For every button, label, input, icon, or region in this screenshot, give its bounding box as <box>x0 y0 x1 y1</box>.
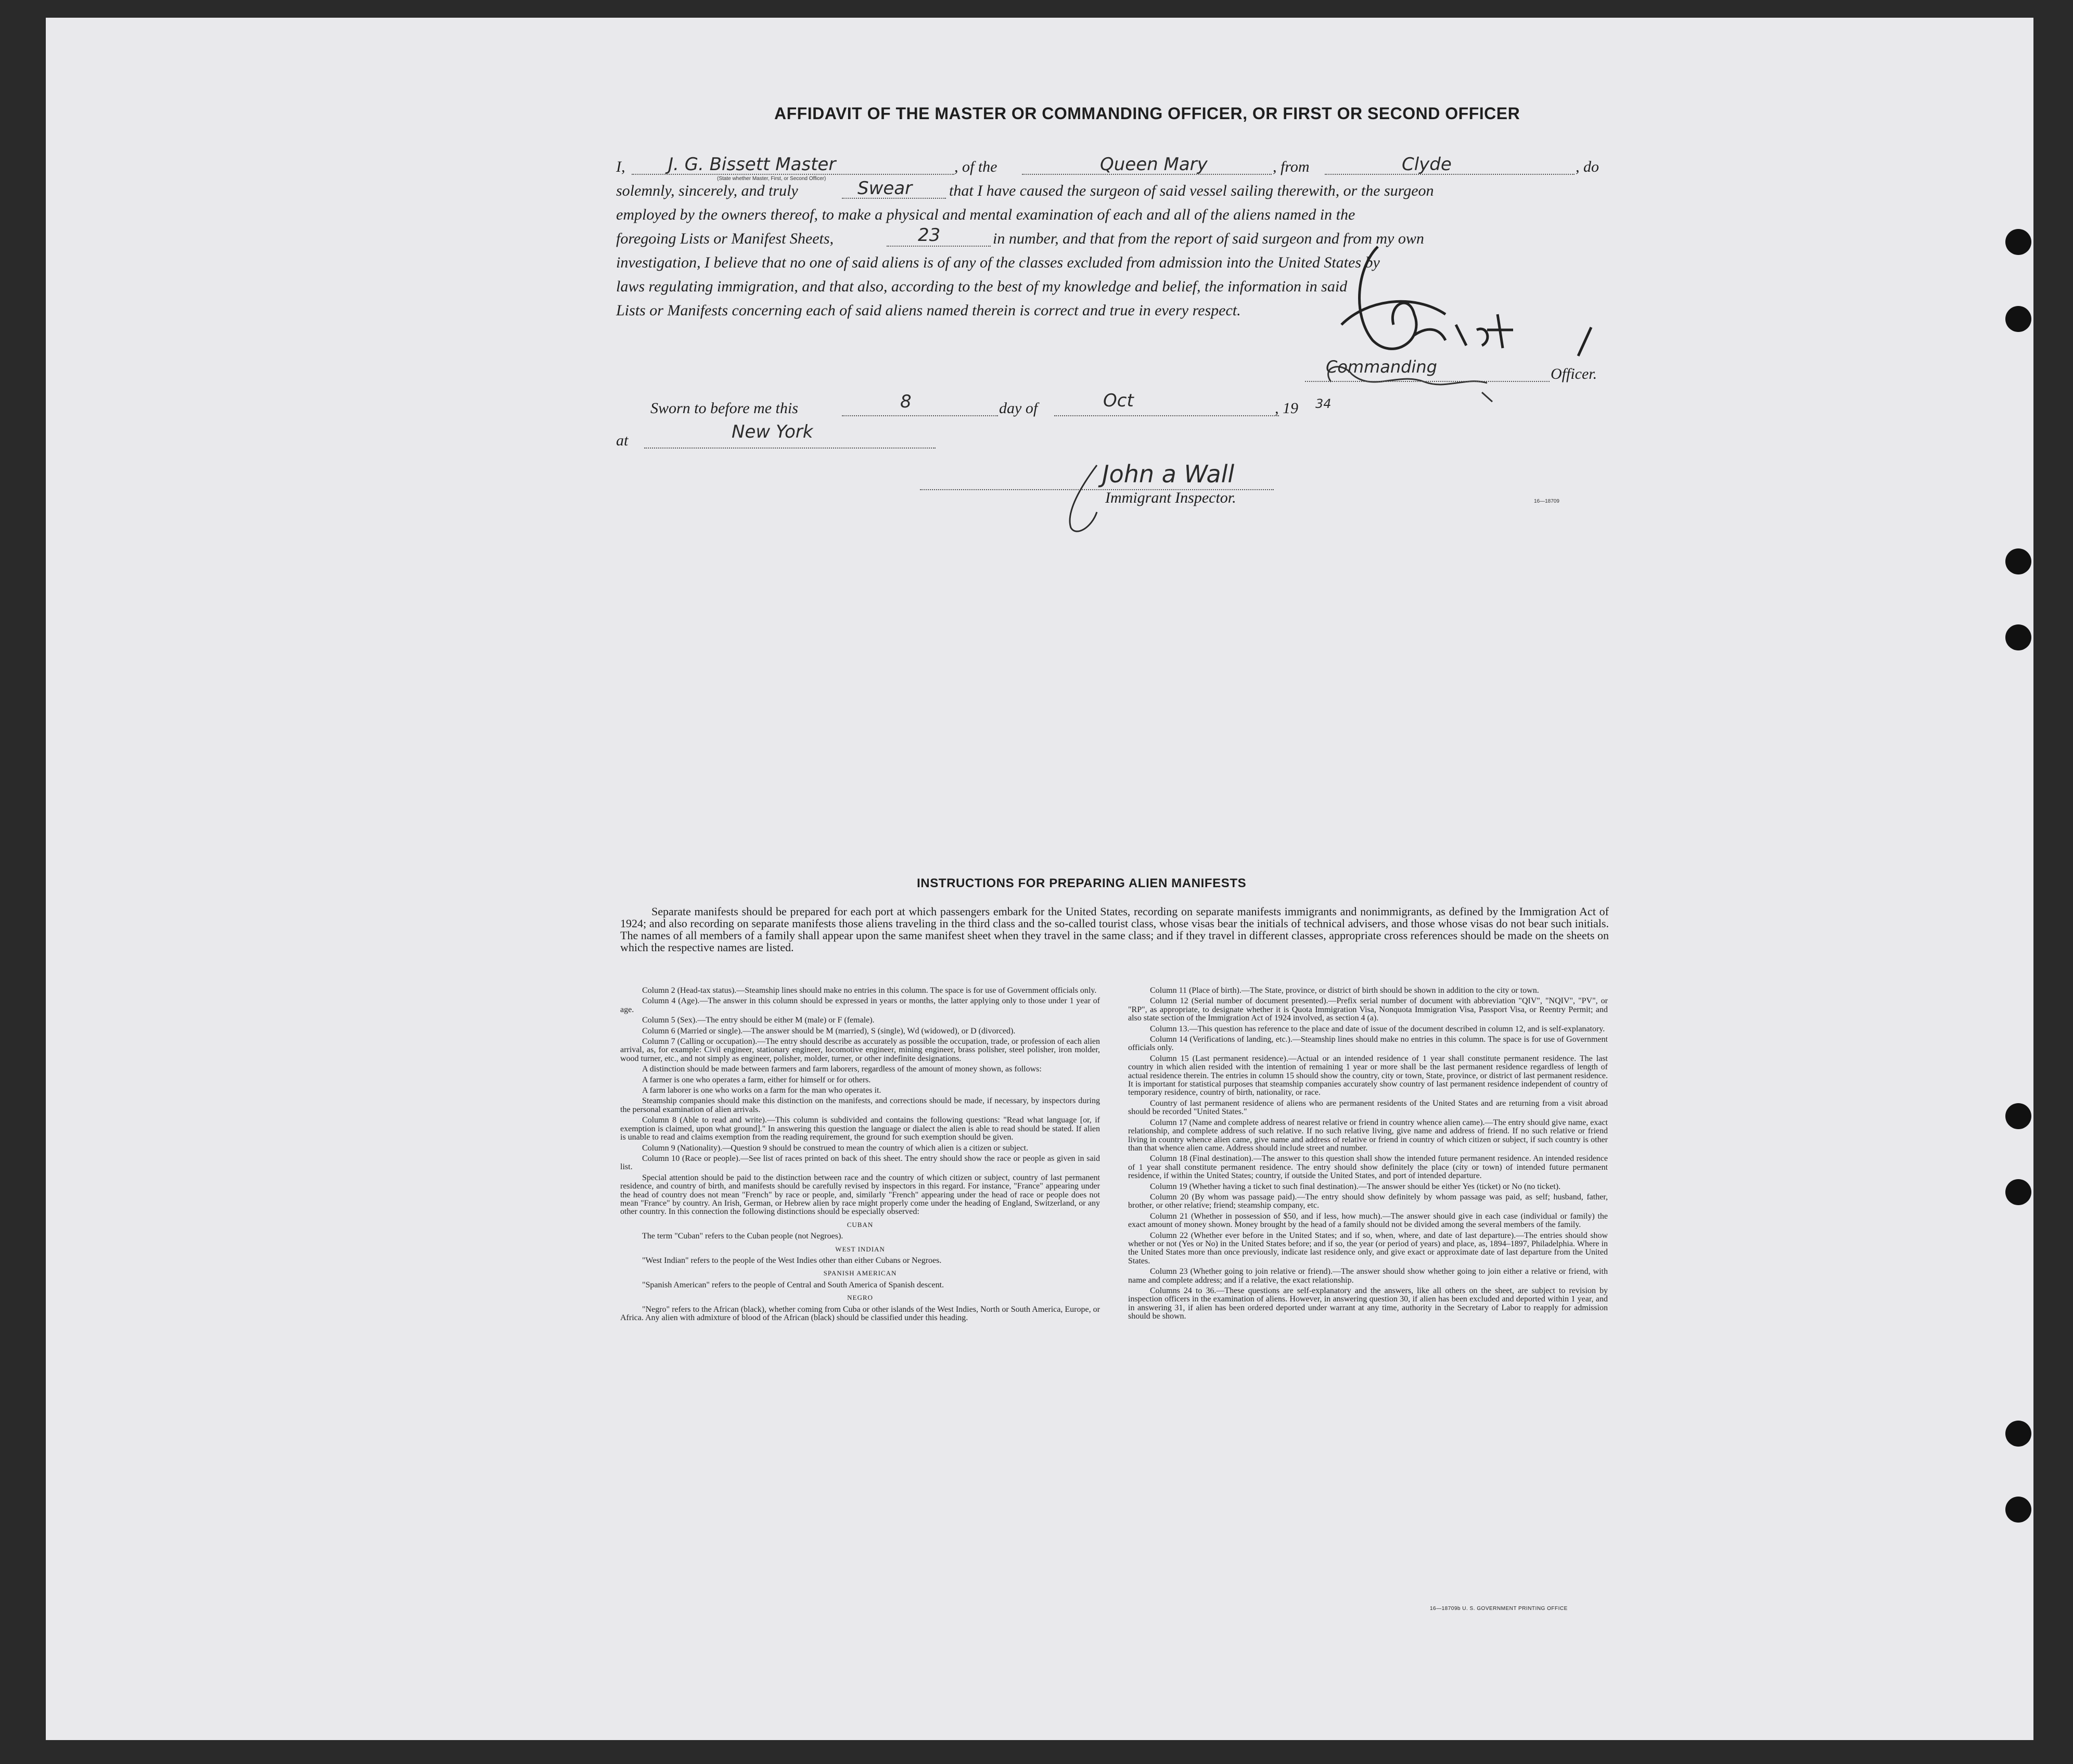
handwritten-count: 23 <box>918 225 941 246</box>
instruction-paragraph: Columns 24 to 36.—These questions are self-explanatory and the answers, like all others on the sheet, are subject to revision by inspection officers in the examination of aliens. However, in answering question 30, if alien has been excluded and deported within 1 year, and in answering 31, if alien has been ordered deported under warrant at any time, authority in the Secretary of Labor to reapply for admission should be shown. <box>1128 1286 1608 1321</box>
aff-line4-b: in number, and that from the report of said surgeon and from my own <box>993 230 1424 247</box>
manifest-sheet <box>46 18 2033 1740</box>
instruction-paragraph: Country of last permanent residence of aliens who are permanent residents of the United States and are returning from a visit abroad should be recorded "United States." <box>1128 1098 1608 1117</box>
instruction-paragraph: A farmer is one who operates a farm, either for himself or for others. <box>642 1075 871 1084</box>
sworn-b: day of <box>999 400 1038 417</box>
binder-hole <box>2005 306 2031 332</box>
instruction-paragraph: A farm laborer is one who works on a farm for the man who operates it. <box>642 1086 881 1095</box>
instructions-right-column <box>1128 987 1608 1323</box>
inspector-label: Immigrant Inspector. <box>1105 489 1236 506</box>
handwritten-place: New York <box>732 421 813 442</box>
aff-line1-c: , from <box>1273 158 1310 175</box>
aff-line2-a: solemnly, sincerely, and truly <box>616 182 798 199</box>
aff-line4-a: foregoing Lists or Manifest Sheets, <box>616 230 834 247</box>
instruction-paragraph: "Negro" refers to the African (black), whether coming from Cuba or other islands of the West Indies, North or South America, Europe, or Africa. Any alien with admixture of blood of the African (black) should be classified under this heading. <box>620 1305 1100 1322</box>
instruction-paragraph: Column 23 (Whether going to join relative or friend).—The answer should show whether going to join either a relative or friend, with name and complete address; and if a relative, the exact relationship. <box>1128 1267 1608 1285</box>
dotted-rule <box>1054 415 1279 416</box>
handwritten-day: 8 <box>900 391 912 412</box>
instruction-paragraph: Column 14 (Verifications of landing, etc.).—Steamship lines should make no entries in this column. The space is for use of Government officials only. <box>1128 1035 1608 1053</box>
at-label: at <box>616 432 629 449</box>
handwritten-oath: Swear <box>858 178 913 199</box>
aff-line6: laws regulating immigration, and that also, according to the best of my knowledge and belief, the information in said <box>616 278 1348 295</box>
binder-hole <box>2005 229 2031 255</box>
instruction-paragraph: Column 7 (Calling or occupation).—The entry should describe as accurately as possible the occupation, trade, or profession of each alien arrival, as, for example: Civil engineer, stationary engineer, locomotive engineer, mining engineer, brass polisher, steel polisher, iron molder, wood turner, etc., and not simply as engineer, polisher, molder, turner, or other indefinite designations. <box>620 1037 1100 1063</box>
instruction-paragraph: Column 18 (Final destination).—The answer to this question shall show the intended future permanent residence. An intended residence of 1 year shall constitute permanent residence. The entry should show definitely the place (city or town) of intended future permanent residence, if within the United States; country, if outside the United States, and port of intended departure. <box>1128 1154 1608 1181</box>
instruction-paragraph: Special attention should be paid to the distinction between race and the country of which citizen or subject, country of last permanent residence, and country of birth, and manifests should be carefully revised by inspectors in this regard. For instance, "France" appearing under the head of country does not mean "French" by race or people, and, similarly "French" appearing under the head of race or people does not mean "France" by country. An Irish, German, or Hebrew alien by race might properly come under the heading of England, Switzerland, or any other country. In this connection the following distinctions should be especially observed: <box>620 1173 1100 1217</box>
binder-hole <box>2005 624 2031 650</box>
instructions-title: INSTRUCTIONS FOR PREPARING ALIEN MANIFESTS <box>917 876 1247 890</box>
handwritten-vessel: Queen Mary <box>1100 154 1208 175</box>
dotted-rule <box>842 415 998 416</box>
instruction-paragraph: Column 4 (Age).—The answer in this column should be expressed in years or months, the latter applying only to those under 1 year of age. <box>620 996 1100 1014</box>
instructions-intro: Separate manifests should be prepared for each port at which passengers embark for the United States, recording on separate manifests immigrants and nonimmigrants, as defined by the Immigration Act of 1924; and also recording on separate manifests those aliens traveling in the third class and the so-called tourist class, whose visas bear the initials of technical advisers, and those whose visas do not bear such initials. The names of all members of a family shall appear upon the same manifest sheet when they travel in the same class; and if they travel in different classes, appropriate cross references should be made on the sheets on which the respective names are listed. <box>620 905 1609 954</box>
affidavit-title: AFFIDAVIT OF THE MASTER OR COMMANDING OFFICER, OR FIRST OR SECOND OFFICER <box>774 104 1520 123</box>
handwritten-port: Clyde <box>1402 154 1452 175</box>
aff-line3: employed by the owners thereof, to make a physical and mental examination of each and all of the aliens named in the <box>616 206 1355 223</box>
heading-cuban: CUBAN <box>847 1220 874 1229</box>
heading-spanish-american: SPANISH AMERICAN <box>823 1269 897 1277</box>
aff-line1-a: I, <box>616 158 625 175</box>
binder-hole <box>2005 1421 2031 1447</box>
officer-label: Officer. <box>1551 365 1597 382</box>
binder-hole <box>2005 1497 2031 1523</box>
instruction-paragraph: Column 20 (By whom was passage paid).—The entry should show definitely by whom passage was paid, as self; husband, father, brother, or other relative; friend; steamship company, etc. <box>1128 1192 1608 1210</box>
handwritten-rank: Commanding <box>1326 357 1437 377</box>
aff-line5: investigation, I believe that no one of said aliens is of any of the classes excluded from admission into the United States by <box>616 254 1380 271</box>
instruction-paragraph: "West Indian" refers to the people of the West Indies other than either Cubans or Negroes. <box>642 1256 942 1265</box>
binder-hole <box>2005 1103 2031 1129</box>
aff-line2-b: that I have caused the surgeon of said vessel sailing therewith, or the surgeon <box>949 182 1434 199</box>
aff-line1-d: , do <box>1576 158 1599 175</box>
form-number: 16—18709 <box>1534 498 1559 504</box>
dotted-rule <box>1305 381 1550 382</box>
instruction-paragraph: Column 13.—This question has reference to the place and date of issue of the document described in column 12, and is self-explanatory. <box>1150 1024 1605 1033</box>
instruction-paragraph: Column 21 (Whether in possession of $50, and if less, how much).—The answer should give in each case (individual or family) the exact amount of money shown. Money brought by the head of a family should not be divided among the several members of the family. <box>1128 1211 1608 1230</box>
instruction-paragraph: Column 9 (Nationality).—Question 9 should be construed to mean the country of which alien is a citizen or subject. <box>642 1143 1029 1153</box>
heading-west-indian: WEST INDIAN <box>835 1245 885 1253</box>
aff-line1-b: , of the <box>954 158 997 175</box>
sworn-c: , 19 <box>1275 400 1298 417</box>
instructions-left-column <box>620 987 1100 1324</box>
instruction-paragraph: Column 6 (Married or single).—The answer should be M (married), S (single), Wd (widowed), or D (divorced). <box>642 1026 1016 1036</box>
aff-line7: Lists or Manifests concerning each of said aliens named therein is correct and true in every respect. <box>616 302 1241 319</box>
instruction-paragraph: Column 17 (Name and complete address of nearest relative or friend in country whence alien came).—The entry should give name, exact relationship, and complete address of such relative. If no such relative living, give name and address of friend. If no such relative or friend living in country whence alien came, give name and address of relative or friend in country of which citizen or subject, if such country is other than that whence alien came. Address should include street and number. <box>1128 1118 1608 1153</box>
printing-office-footer: 16—18709b U. S. GOVERNMENT PRINTING OFFICE <box>1430 1606 1568 1612</box>
instruction-paragraph: Column 19 (Whether having a ticket to such final destination).—The answer should be either Yes (ticket) or No (no ticket). <box>1150 1182 1561 1191</box>
binder-hole <box>2005 1179 2031 1205</box>
instruction-paragraph: Column 8 (Able to read and write).—This column is subdivided and contains the following questions: "Read what language [or, if exemption is claimed, upon what ground]." In answering this question the language or dialect the alien is able to read should be stated. If alien is unable to read and claims exemption from the reading requirement, the ground for such exemption should be given. <box>620 1116 1100 1142</box>
instruction-paragraph: Column 12 (Serial number of document presented).—Prefix serial number of document with abbreviation "QIV", "NQIV", "PV", or "RP", as appropriate, to designate whether it is Quota Immigration Visa, Nonquota Immigration Visa, Passport Visa, or Reentry Permit; and also state section of the Immigration Act of 1924 involved, as section 4 (a). <box>1128 996 1608 1023</box>
officer-note: (State whether Master, First, or Second Officer) <box>717 176 826 182</box>
instruction-paragraph: Column 22 (Whether ever before in the United States; and if so, when, where, and date of last departure).—The entries should show whether or not (Yes or No) in the United States before; and if so, the year (or period of years) and place, as, 1894–1897, Philadelphia. Where in the United States more than once previously, indicate last residence only, and give exact or approximate date of last departure from the United States. <box>1128 1231 1608 1266</box>
handwritten-officer-name: J. G. Bissett Master <box>668 154 836 175</box>
instruction-paragraph: "Spanish American" refers to the people of Central and South America of Spanish descent. <box>642 1280 944 1289</box>
binder-hole <box>2005 548 2031 574</box>
handwritten-year: 34 <box>1315 397 1332 411</box>
instruction-paragraph: Column 11 (Place of birth).—The State, province, or district of birth should be shown in addition to the city or town. <box>1150 986 1539 995</box>
instruction-paragraph: Column 10 (Race or people).—See list of races printed on back of this sheet. The entry should show the race or people as given in said list. <box>620 1154 1100 1172</box>
dotted-rule <box>644 448 936 449</box>
handwritten-month: Oct <box>1103 390 1134 411</box>
dotted-rule <box>887 246 991 247</box>
handwritten-inspector: John a Wall <box>1102 460 1235 488</box>
instruction-paragraph: The term "Cuban" refers to the Cuban people (not Negroes). <box>642 1232 843 1241</box>
instruction-paragraph: Column 2 (Head-tax status).—Steamship lines should make no entries in this column. The space is for use of Government officials only. <box>642 986 1097 995</box>
instruction-paragraph: Column 15 (Last permanent residence).—Actual or an intended residence of 1 year shall constitute permanent residence. The last country in which alien resided with the intention of remaining 1 year or more shall be the last permanent residence regardless of length of actual residence therein. The entries in column 15 should show the country, city or town, State, province, or district of last permanent residence. It is important for statistical purposes that steamship companies accurately show country of last permanent residence independent of country of temporary residence, country of birth, nationality, or race. <box>1128 1054 1608 1097</box>
instruction-paragraph: Steamship companies should make this distinction on the manifests, and corrections should be made, if necessary, by inspectors during the personal examination of alien arrivals. <box>620 1096 1100 1114</box>
instruction-paragraph: A distinction should be made between farmers and farm laborers, regardless of the amount of money shown, as follows: <box>642 1065 1042 1074</box>
sworn-a: Sworn to before me this <box>650 400 798 417</box>
instruction-paragraph: Column 5 (Sex).—The entry should be either M (male) or F (female). <box>642 1016 875 1025</box>
heading-negro: NEGRO <box>847 1294 873 1302</box>
